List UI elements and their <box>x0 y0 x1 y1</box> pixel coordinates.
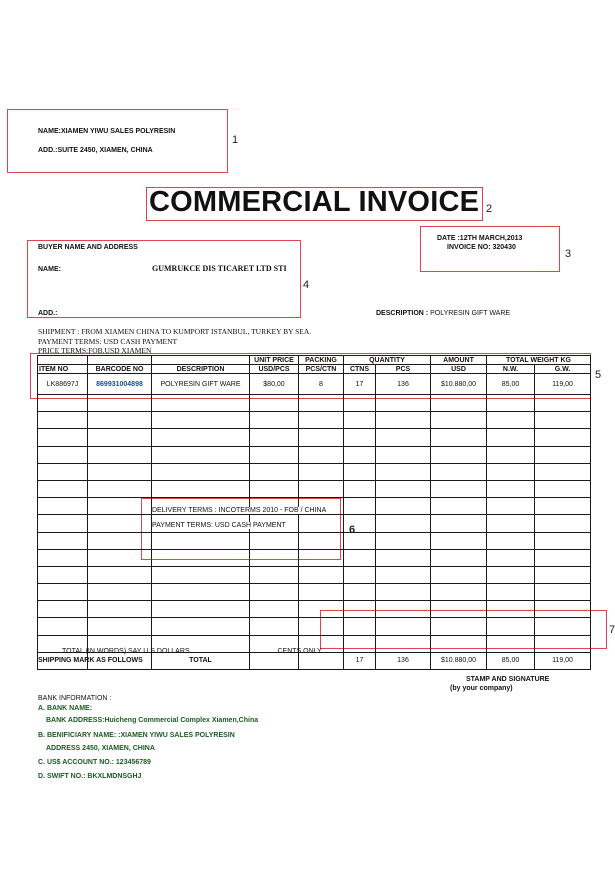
stamp-label: STAMP AND SIGNATURE <box>466 676 550 683</box>
cell-pcs: 136 <box>376 374 431 395</box>
total-nw: 85,00 <box>487 652 535 669</box>
swift-number: D. SWIFT NO.: BKXLMDNSGHJ <box>38 773 142 780</box>
total-pcs: 136 <box>376 652 431 669</box>
seller-name: NAME:XIAMEN YIWU SALES POLYRESIN <box>38 128 176 135</box>
buyer-heading: BUYER NAME AND ADDRESS <box>38 244 138 251</box>
cell-pcs-per-ctn: 8 <box>299 374 344 395</box>
buyer-name-label: NAME: <box>38 266 61 273</box>
invoice-date: DATE :12TH MARCH,2013 <box>437 235 523 242</box>
bank-address: BANK ADDRESS:Huicheng Commercial Complex Xiamen,China <box>46 717 259 724</box>
col-header-usd: USD <box>431 365 487 374</box>
empty-table-row <box>38 618 591 635</box>
total-gw: 119,00 <box>535 652 591 669</box>
col-group-total-weight: TOTAL WEIGHT KG <box>487 356 591 365</box>
annotation-number-7: 7 <box>609 624 615 636</box>
col-header-pcs-ctn: PCS/CTN <box>299 365 344 374</box>
cell-barcode: 869931004898 <box>88 374 152 395</box>
account-number: C. US$ ACCOUNT NO.: 123456789 <box>38 759 151 766</box>
annotation-box-4 <box>27 240 301 318</box>
cell-gw: 119,00 <box>535 374 591 395</box>
total-ctns: 17 <box>344 652 376 669</box>
shipping-mark: SHIPPING MARK AS FOLLOWS <box>38 657 143 664</box>
cell-nw: 85,00 <box>487 374 535 395</box>
empty-table-row <box>38 429 591 446</box>
empty-table-row <box>38 566 591 583</box>
price-terms-line: PRICE TERMS:FOB.USD XIAMEN <box>38 346 152 355</box>
empty-table-row <box>38 532 591 549</box>
col-header-ctns: CTNS <box>344 365 376 374</box>
buyer-name-value: GUMRUKCE DIS TICARET LTD STI <box>152 264 287 273</box>
delivery-terms: DELIVERY TERMS : INCOTERMS 2010 - FOB / CHINA <box>152 507 327 514</box>
annotation-number-3: 3 <box>565 248 572 260</box>
annotation-number-6: 6 <box>349 524 356 536</box>
beneficiary-address: ADDRESS 2450, XIAMEN, CHINA <box>46 745 155 752</box>
inner-payment-terms: PAYMENT TERMS: USD CASH PAYMENT <box>152 522 286 529</box>
page-title: COMMERCIAL INVOICE <box>149 186 480 218</box>
table-group-header-row <box>38 356 591 365</box>
col-group-packing: PACKING <box>299 356 344 365</box>
col-group-unit-price: UNIT PRICE <box>250 356 299 365</box>
empty-table-row <box>38 412 591 429</box>
buyer-address-label: ADD.: <box>38 310 58 317</box>
empty-rows <box>38 395 591 653</box>
col-header-pcs: PCS <box>376 365 431 374</box>
table-row <box>38 374 591 395</box>
empty-table-row <box>38 395 591 412</box>
total-label: TOTAL <box>152 652 250 669</box>
col-group-quantity: QUANTITY <box>344 356 431 365</box>
empty-table-row <box>38 463 591 480</box>
bank-name: A. BANK NAME: <box>38 705 93 712</box>
payment-terms-line: PAYMENT TERMS: USD CASH PAYMENT <box>38 337 178 346</box>
cell-unit-price: $80,00 <box>250 374 299 395</box>
cell-item-no: LK88697J <box>38 374 88 395</box>
empty-table-row <box>38 480 591 497</box>
seller-address: ADD.:SUITE 2450, XIAMEN, CHINA <box>38 147 153 154</box>
col-header-barcode-no: BARCODE NO <box>88 365 152 374</box>
cell-description: POLYRESIN GIFT WARE <box>152 374 250 395</box>
annotation-number-1: 1 <box>232 134 239 146</box>
total-usd: $10.880,00 <box>431 652 487 669</box>
shipment-line: SHIPMENT : FROM XIAMEN CHINA TO KUMPORT ISTANBUL, TURKEY BY SEA. <box>38 327 312 336</box>
empty-table-row <box>38 446 591 463</box>
annotation-number-2: 2 <box>486 203 493 215</box>
empty-table-row <box>38 601 591 618</box>
table-header-row <box>38 365 591 374</box>
col-header-nw: N.W. <box>487 365 535 374</box>
empty-table-row <box>38 584 591 601</box>
total-in-words: TOTAL (IN WORDS) SAY U.S.DOLLARS ……………………………… CENTS ONLY. <box>62 648 323 655</box>
col-header-description: DESCRIPTION <box>152 365 250 374</box>
empty-table-row <box>38 515 591 532</box>
cell-amount: $10.880,00 <box>431 374 487 395</box>
col-header-item-no: ITEM NO <box>38 365 88 374</box>
cell-ctns: 17 <box>344 374 376 395</box>
stamp-sub-label: (by your company) <box>450 685 513 692</box>
goods-description-value: POLYRESIN GIFT WARE <box>430 310 511 317</box>
bank-heading: BANK INFORMATION : <box>38 695 112 702</box>
empty-table-row <box>38 549 591 566</box>
col-header-gw: G.W. <box>535 365 591 374</box>
beneficiary-name: B. BENIFICIARY NAME: :XIAMEN YIWU SALES POLYRESIN <box>38 732 235 739</box>
goods-description-label: DESCRIPTION : <box>376 310 429 317</box>
annotation-number-5: 5 <box>595 369 602 381</box>
goods-description <box>376 310 510 317</box>
col-header-usd-pcs: USD/PCS <box>250 365 299 374</box>
annotation-box-1 <box>7 109 228 173</box>
invoice-number: INVOICE NO: 320430 <box>447 244 516 251</box>
annotation-number-4: 4 <box>303 279 310 291</box>
col-group-amount: AMOUNT <box>431 356 487 365</box>
